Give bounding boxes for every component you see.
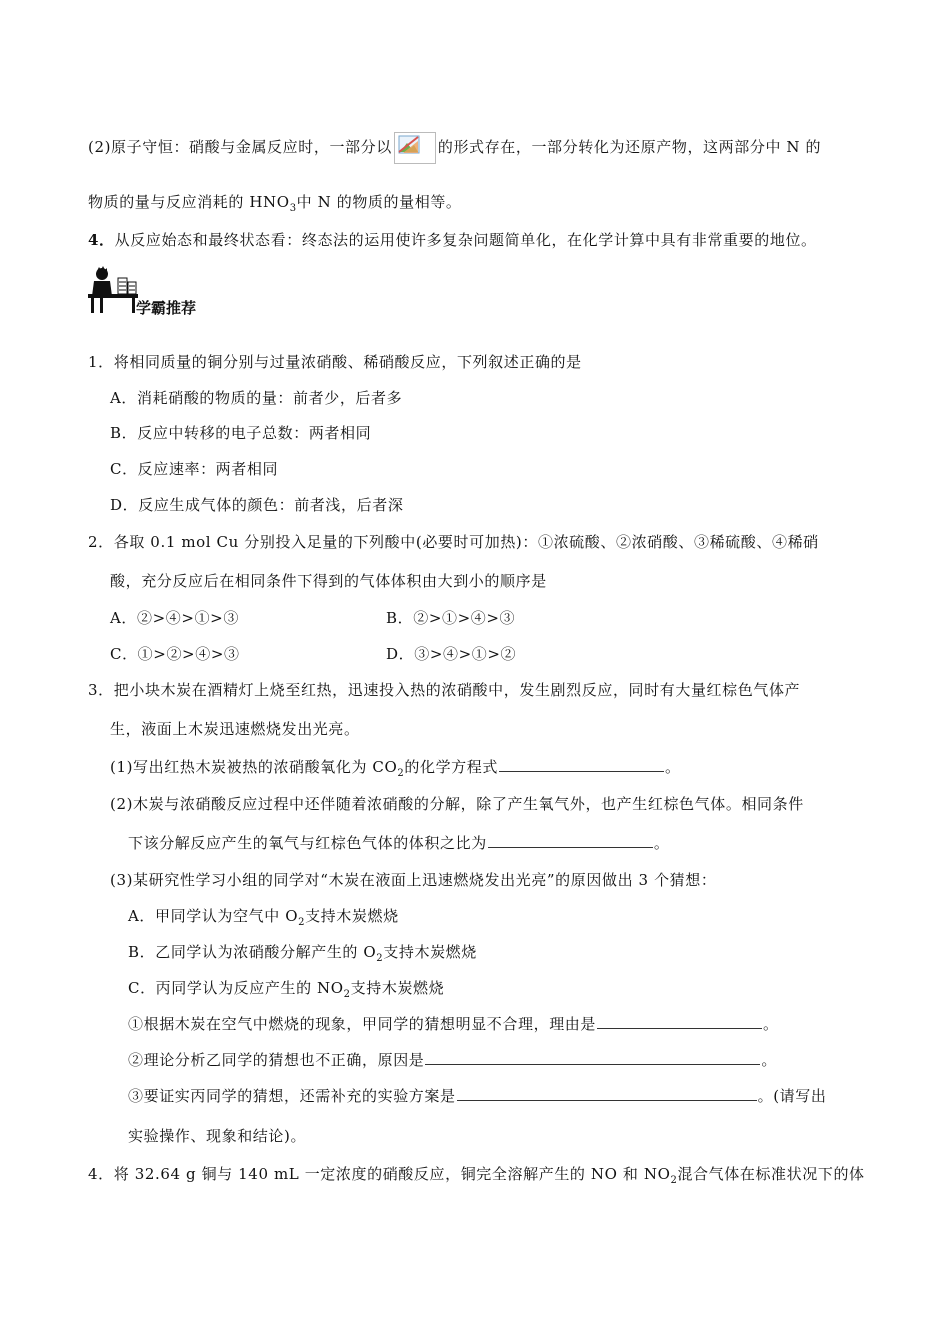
subscript-2: 2 [397,768,405,779]
hypothesis-b-text-b: 支持木炭燃烧 [383,943,477,961]
point-four-line [88,230,817,250]
q3-hypothesis-c [128,978,444,998]
atom-conservation-line1 [88,130,821,164]
reason-1-text: ①根据木炭在空气中燃烧的现象，甲同学的猜想明显不合理，理由是 [128,1015,597,1033]
answer-blank-5[interactable] [457,1086,757,1101]
q3-reason-1 [128,1014,779,1034]
q3-reason-2 [128,1050,777,1070]
student-at-desk-icon [88,266,138,314]
reason-2-text: ②理论分析乙同学的猜想也不正确，原因是 [128,1051,425,1069]
period: 。 [761,1051,778,1069]
answer-blank-4[interactable] [425,1050,760,1065]
answer-blank-1[interactable] [499,757,664,772]
q1-option-d: D．反应生成气体的颜色：前者浅，后者深 [110,496,404,514]
q3-reason-3-continued: 实验操作、现象和结论)。 [128,1127,307,1145]
atom-conservation-line2 [88,192,462,212]
period: 。 [763,1015,779,1033]
q4-stem [88,1164,865,1184]
q2-option-d: D．③>④>①>② [386,645,517,663]
q2-stem-line1: 2．各取 0.1 mol Cu 分别投入足量的下列酸中(必要时可加热)：①浓硫酸、②浓硝酸、③稀硫酸、④稀硝 [88,533,819,551]
q2-option-b: B．②>①>④>③ [386,609,516,627]
subscript-3: 3 [289,203,297,214]
q3-sub2-text-b: 下该分解反应产生的氧气与红棕色气体的体积之比为 [128,834,487,852]
atom-text-b: 的形式存在，一部分转化为还原产物，这两部分中 N 的 [437,138,822,156]
q3-stem-line1: 3．把小块木炭在酒精灯上烧至红热，迅速投入热的浓硝酸中，发生剧烈反应，同时有大量红棕色气体产 [88,681,801,699]
q1-option-a: A．消耗硝酸的物质的量：前者少，后者多 [110,389,403,407]
q3-hypothesis-a [128,906,399,926]
reason-3-tail: (请写出 [773,1087,827,1105]
point-four-number: 4． [88,231,115,249]
q3-reason-3 [128,1086,826,1106]
answer-blank-3[interactable] [597,1014,762,1029]
subscript-2: 2 [670,1175,678,1186]
atom-text-d: 中 N 的物质的量相等。 [296,193,462,211]
q2-stem-line2: 酸，充分反应后在相同条件下得到的气体体积由大到小的顺序是 [110,572,547,590]
period: 。 [664,758,681,776]
answer-blank-2[interactable] [488,833,653,848]
hypothesis-c-text-a: C．丙同学认为反应产生的 NO [128,979,344,997]
q4-stem-text-b: 混合气体在标准状况下的体 [677,1165,865,1183]
reason-3-text: ③要证实丙同学的猜想，还需补充的实验方案是 [128,1087,456,1105]
atom-text-c: 物质的量与反应消耗的 HNO [88,193,290,211]
atom-text-a: (2)原子守恒：硝酸与金属反应时，一部分以 [88,138,392,156]
period: 。 [757,1087,774,1105]
point-four-text: 从反应始态和最终状态看：终态法的运用使许多复杂问题简单化，在化学计算中具有非常重要的地位。 [114,231,817,249]
hypothesis-a-text-b: 支持木炭燃烧 [305,907,399,925]
q3-sub1-text-b: 的化学方程式 [404,758,498,776]
q3-stem-line2: 生，液面上木炭迅速燃烧发出光亮。 [110,720,360,738]
subscript-2: 2 [376,953,384,964]
q3-sub2-line2 [128,833,669,853]
hypothesis-b-text-a: B．乙同学认为浓硝酸分解产生的 O [128,943,377,961]
subscript-2: 2 [343,989,351,1000]
q3-sub3: (3)某研究性学习小组的同学对“木炭在液面上迅速燃烧发出光亮”的原因做出 3 个猜想： [110,871,717,889]
q3-sub1-text-a: (1)写出红热木炭被热的浓硝酸氧化为 CO [110,758,398,776]
hypothesis-a-text-a: A．甲同学认为空气中 O [128,907,299,925]
hypothesis-c-text-b: 支持木炭燃烧 [350,979,445,997]
q3-sub2-line1: (2)木炭与浓硝酸反应过程中还伴随着浓硝酸的分解，除了产生氧气外，也产生红棕色气体。相同条件 [110,795,804,813]
broken-image-icon [394,132,436,164]
subscript-2: 2 [298,917,306,928]
q4-stem-text-a: 4．将 32.64 g 铜与 140 mL 一定浓度的硝酸反应，铜完全溶解产生的 NO 和 NO [88,1165,671,1183]
period: 。 [653,834,670,852]
section-title: 学霸推荐 [136,299,197,317]
q3-sub1 [110,757,681,777]
section-header [88,266,138,316]
q3-hypothesis-b [128,942,477,962]
q1-option-c: C．反应速率：两者相同 [110,460,279,478]
q1-stem: 1．将相同质量的铜分别与过量浓硝酸、稀硝酸反应，下列叙述正确的是 [88,353,582,371]
q2-option-a: A．②>④>①>③ [110,609,239,627]
q1-option-b: B．反应中转移的电子总数：两者相同 [110,424,372,442]
q2-option-c: C．①>②>④>③ [110,645,240,663]
